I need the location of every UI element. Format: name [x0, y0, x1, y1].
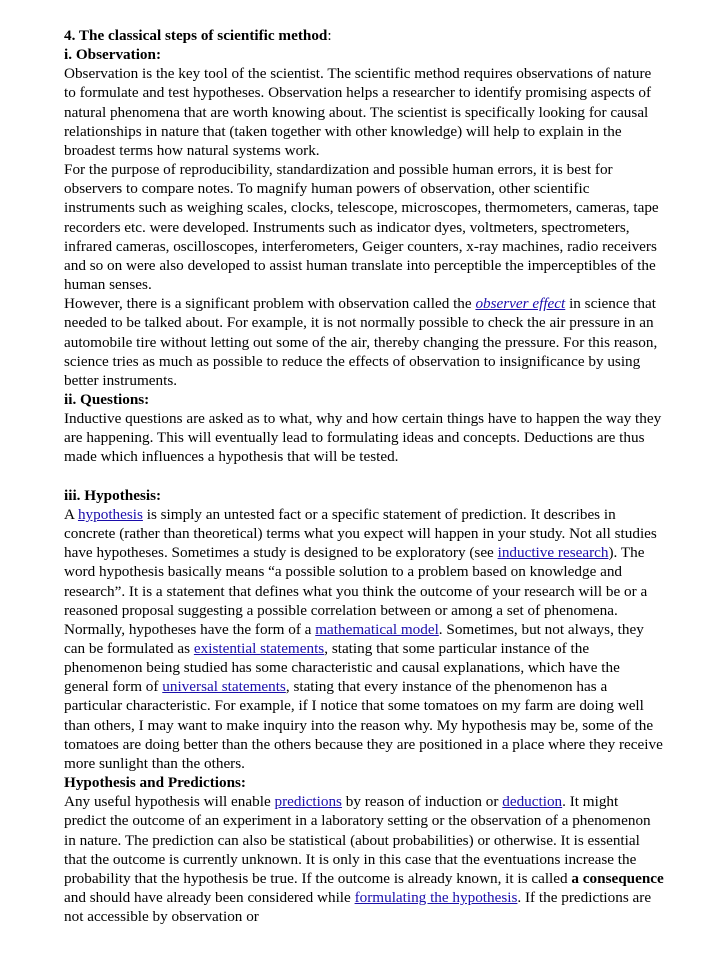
questions-heading: ii. Questions: [64, 390, 150, 408]
section-heading [64, 26, 664, 45]
document-page [64, 26, 664, 926]
hypothesis-heading: iii. Hypothesis: [64, 486, 162, 504]
existential-statements-link[interactable]: existential statements [193, 639, 325, 657]
formulating-hypothesis-link[interactable]: formulating the hypothesis [354, 889, 518, 907]
paragraph-spacer [64, 467, 664, 486]
hypothesis-link[interactable]: hypothesis [77, 505, 143, 523]
observation-paragraph-2: For the purpose of reproducibility, standardization and possible human errors, it is best for observers to compare notes. To magnify human powers of observation, other scientific instruments such as weighing scales, clocks, telescope, microscopes, thermometers, cameras, tape recorders etc. were developed. Instruments such as indicator dyes, voltmeters, spectrometers, infrared cameras, oscilloscopes, interferometers, Geiger counters, x-ray machines, radio receivers and so on were also developed to assist human translate into perceptible the imperceptibles of the human senses. [64, 161, 659, 294]
observer-effect-link[interactable]: observer effect [475, 295, 566, 313]
observation-paragraph-3: However, there is a significant problem with observation called the observer effect in science that needed to be talked about. For example, it is not normally possible to check the air pressure in an automobile tire without letting out some of the air, thereby changing the pressure. For this reason, science tries as much as possible to reduce the effects of observation to insignificance by using better instruments. [64, 295, 658, 389]
universal-statements-link[interactable]: universal statements [162, 678, 286, 696]
predictions-link[interactable]: predictions [274, 793, 342, 811]
observation-paragraph-1: Observation is the key tool of the scientist. The scientific method requires observations of nature to formulate and test hypotheses. Observation helps a researcher to identify promising aspects of natural phenomena that are worth knowing about. The scientist is specifically looking for causal relationships in nature that (taken together with other knowledge) will help to explain in the broadest terms how natural systems work. [64, 65, 652, 159]
section-title: 4. The classical steps of scientific method [64, 27, 328, 44]
consequence-term: a consequence [571, 869, 664, 887]
mathematical-model-link[interactable]: mathematical model [315, 620, 439, 638]
section-title-colon: : [327, 27, 332, 44]
inductive-research-link[interactable]: inductive research [497, 544, 609, 562]
predictions-paragraph: Any useful hypothesis will enable predictions by reason of induction or deduction. It might predict the outcome of an experiment in a laboratory setting or the observation of a phenomenon in nature. The prediction can also be statistical (about probabilities) or otherwise. It is essential that the outcome is currently unknown. It is only in this case that the eventuations increase the probability that the hypothesis be true. If the outcome is already known, it is called a consequence and should have already been considered while formulating the hypothesis. If the predictions are not accessible by observation or [64, 793, 664, 926]
questions-paragraph: Inductive questions are asked as to what, why and how certain things have to happen the way they are happening. This will eventually lead to formulating ideas and concepts. Deductions are thus made which influences a hypothesis that will be tested. [64, 410, 662, 466]
observation-heading: i. Observation: [64, 46, 162, 64]
hypothesis-paragraph: A hypothesis is simply an untested fact or a specific statement of prediction. It describes in concrete (rather than theoretical) terms what you expect will happen in your study. Not all studies have hypotheses. Sometimes a study is designed to be exploratory (see inductive research). The word hypothesis basically means “a possible solution to a problem based on knowledge and research”. It is a statement that defines what you think the outcome of your research will be or a reasoned proposal suggesting a possible correlation between or among a set of phenomena. Normally, hypotheses have the form of a mathematical model. Sometimes, but not always, they can be formulated as existential statements, stating that some particular instance of the phenomenon being studied has some characteristic and causal explanations, which have the general form of universal statements, stating that every instance of the phenomenon has a particular characteristic. For example, if I notice that some tomatoes on my farm are doing well than others, I may want to make inquiry into the reason why. My hypothesis may be, some of the tomatoes are doing better than the others because they are positioned in a place where they receive more sunlight than the others. [64, 505, 663, 772]
predictions-heading: Hypothesis and Predictions: [64, 774, 246, 792]
deduction-link[interactable]: deduction [502, 793, 563, 811]
